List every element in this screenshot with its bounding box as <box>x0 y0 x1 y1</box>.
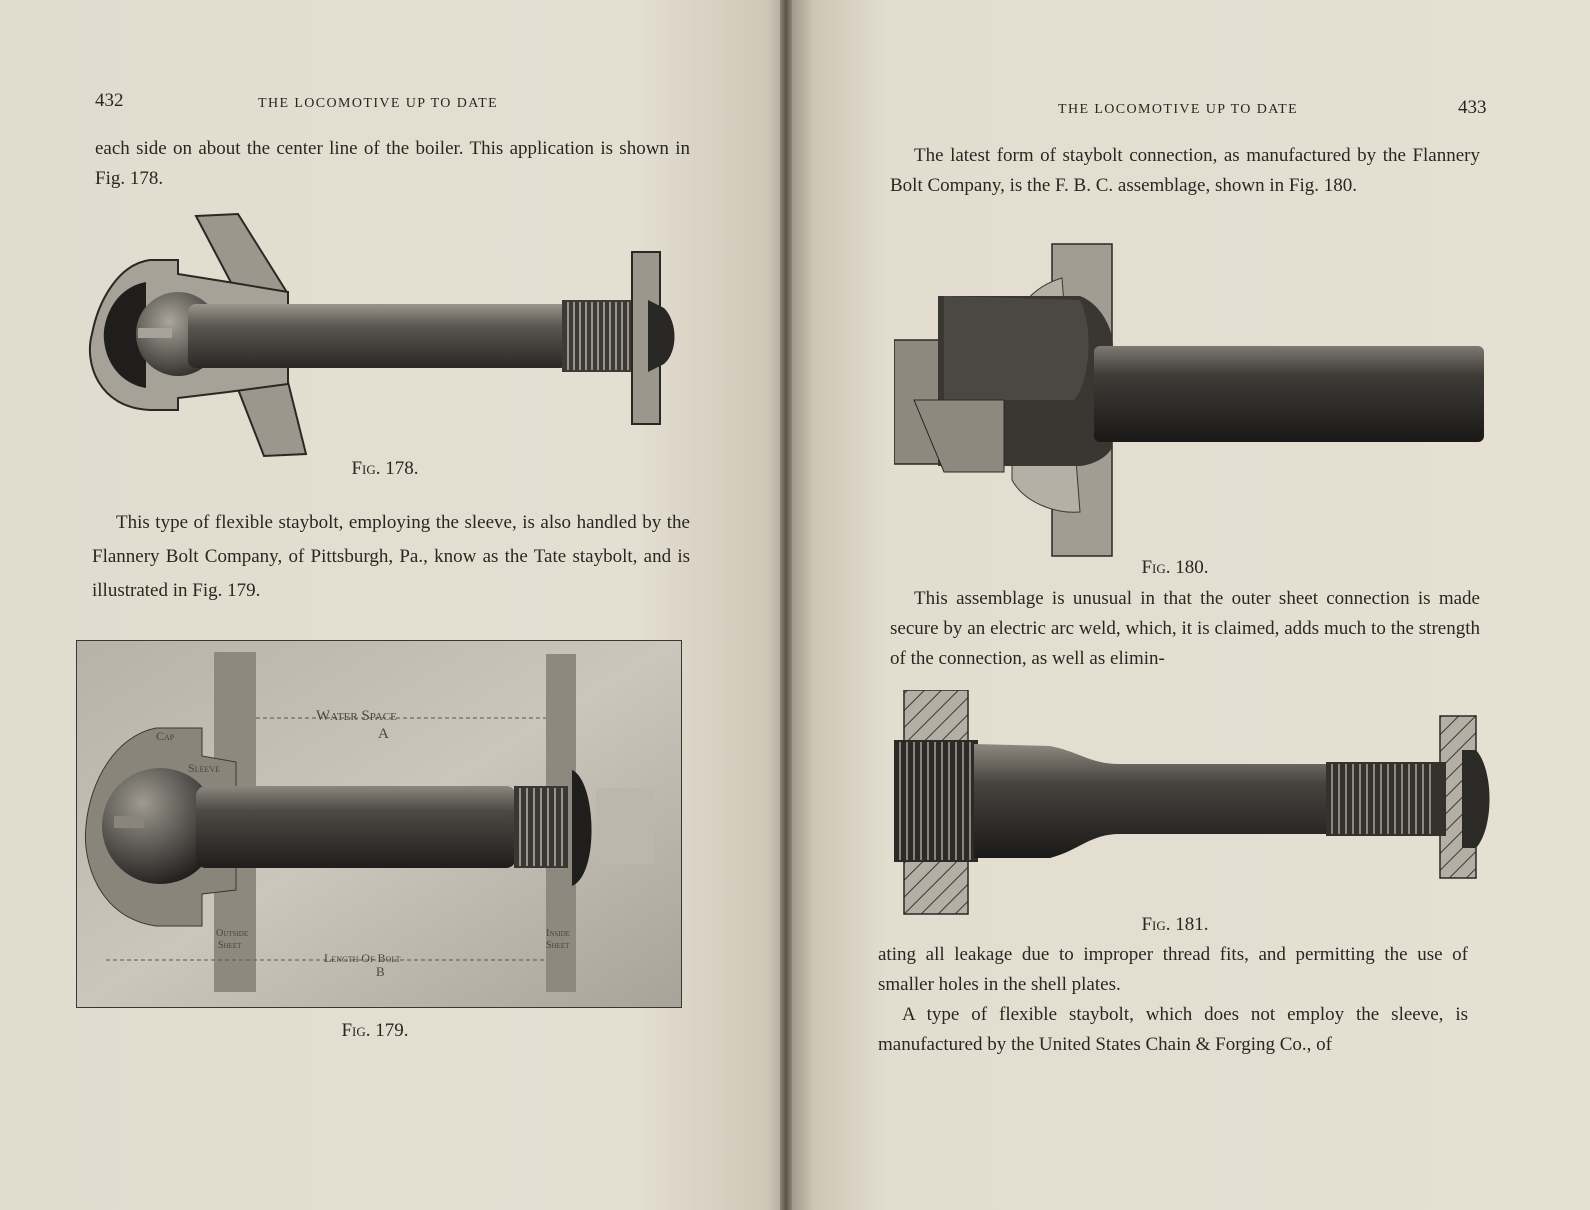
length-of-bolt-label: Length Of Bolt <box>324 951 401 965</box>
outside-sheet-label-2: Sheet <box>218 940 242 951</box>
length-letter: B <box>376 964 385 979</box>
page-number: 433 <box>1458 97 1487 118</box>
outside-sheet-label-1: Outside <box>216 928 249 939</box>
figure-181-caption: Fig. 181. <box>1141 914 1209 935</box>
paragraph: ating all leakage due to improper thread fits, and permitting the use of smaller holes in the shell plates. <box>878 944 1468 995</box>
inside-sheet-label-2: Sheet <box>546 940 570 951</box>
cap-label: Cap <box>156 729 175 743</box>
paragraph: This assemblage is unusual in that the outer sheet connection is made secure by an electric arc weld, which, it is claimed, adds much to the strength of the connection, as well as elimin- <box>890 588 1480 669</box>
figure-181-illustration <box>890 690 1496 920</box>
figure-179-illustration <box>76 640 682 1008</box>
figure-179-caption: Fig. 179. <box>341 1020 409 1041</box>
running-head: THE LOCOMOTIVE UP TO DATE <box>1058 102 1299 117</box>
page-number: 432 <box>95 90 124 111</box>
book-gutter <box>780 0 792 1210</box>
left-page <box>0 0 790 1210</box>
inside-sheet-label-1: Inside <box>546 928 570 939</box>
figure-180-illustration <box>894 240 1494 560</box>
figure-180-caption: Fig. 180. <box>1141 557 1209 578</box>
paragraph: each side on about the center line of the boiler. This application is shown in Fig. 178. <box>95 138 690 189</box>
running-head: THE LOCOMOTIVE UP TO DATE <box>258 96 499 111</box>
sleeve-label: Sleeve <box>188 761 220 775</box>
water-space-letter: A <box>378 726 389 742</box>
water-space-label: Water Space <box>316 708 397 724</box>
right-page <box>790 0 1590 1210</box>
figure-178-illustration <box>88 212 688 462</box>
figure-178-caption: Fig. 178. <box>351 458 419 479</box>
paragraph: The latest form of staybolt connection, as manufactured by the Flannery Bolt Company, is the F. B. C. assemblage, shown in Fig. 180. <box>890 145 1480 196</box>
paragraph: A type of flexible staybolt, which does not employ the sleeve, is manufactured by the United States Chain & Forging Co., of <box>878 1004 1468 1055</box>
paragraph: This type of flexible staybolt, employing the sleeve, is also handled by the Flannery Bolt Company, of Pittsburgh, Pa., know as the Tate staybolt, and is illustrated in Fig. 179. <box>92 512 690 601</box>
